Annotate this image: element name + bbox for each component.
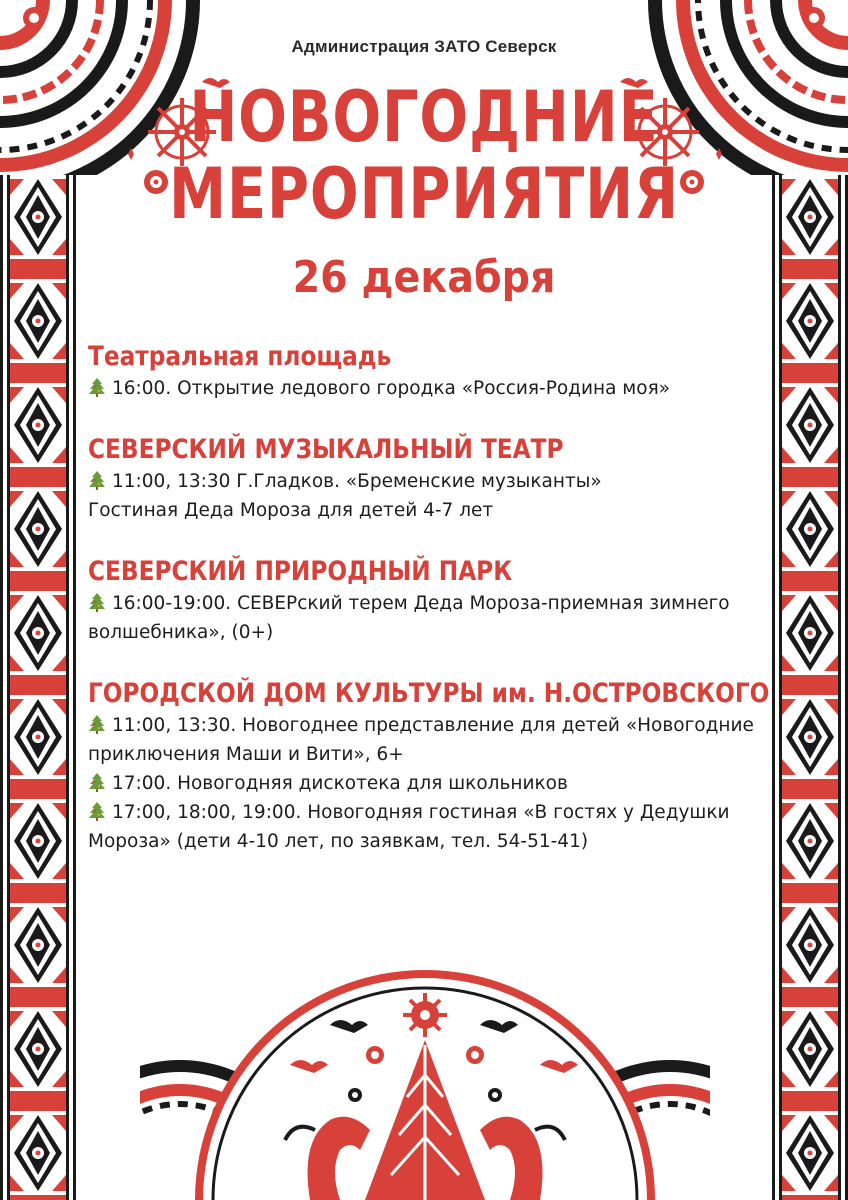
left-ornament-border [0,165,76,1200]
christmas-tree-icon [88,470,106,490]
venue-block [88,340,768,403]
event-text: 17:00. Новогодняя дискотека для школьников [112,773,568,794]
christmas-tree-icon [88,377,106,397]
event-item [88,711,768,769]
event-text: 11:00, 13:30. Новогоднее представление для детей «Новогодние приключения Маши и Вити», 6+ [88,715,754,765]
event-text: 16:00-19:00. СЕВЕРский терем Деда Мороза-приемная зимнего волшебника», (0+) [88,593,730,643]
flower-icon [466,1046,484,1064]
event-note: Гостиная Деда Мороза для детей 4-7 лет [88,500,494,521]
venue-block [88,677,768,856]
title-line-1: НОВОГОДНИЕ [189,76,659,158]
flower-icon [366,1046,384,1064]
christmas-tree-icon [88,772,106,792]
right-ornament-border [772,165,848,1200]
venue-title: Театральная площадь [88,341,392,372]
title-line-2: МЕРОПРИЯТИЯ [169,153,679,235]
flower-icon [488,1088,502,1102]
venue-block [88,555,768,647]
event-item [88,467,768,496]
christmas-tree-icon [88,801,106,821]
event-item [88,798,768,856]
event-item [88,769,768,798]
organization-name: Администрация ЗАТО Северск [291,37,557,56]
venue-title: ГОРОДСКОЙ ДОМ КУЛЬТУРЫ им. Н.ОСТРОВСКОГО [88,678,770,709]
event-text: 11:00, 13:30 Г.Гладков. «Бременские музыканты» [112,471,602,492]
christmas-tree-icon [88,714,106,734]
christmas-tree-icon [88,592,106,612]
events-program [88,340,768,886]
event-date: 26 декабря [292,252,556,303]
event-text: 16:00. Открытие ледового городка «Россия-Родина моя» [112,378,671,399]
venue-title: СЕВЕРСКИЙ МУЗЫКАЛЬНЫЙ ТЕАТР [88,434,564,465]
venue-block [88,433,768,525]
flower-icon [348,1088,362,1102]
event-item [88,374,768,403]
venue-title: СЕВЕРСКИЙ ПРИРОДНЫЙ ПАРК [88,556,513,587]
event-item [88,589,768,647]
event-text: 17:00, 18:00, 19:00. Новогодняя гостиная «В гостях у Дедушки Мороза» (дети 4-10 лет, по заявкам, тел. 54-51-41) [88,802,730,852]
bottom-folk-ornament [140,965,710,1200]
